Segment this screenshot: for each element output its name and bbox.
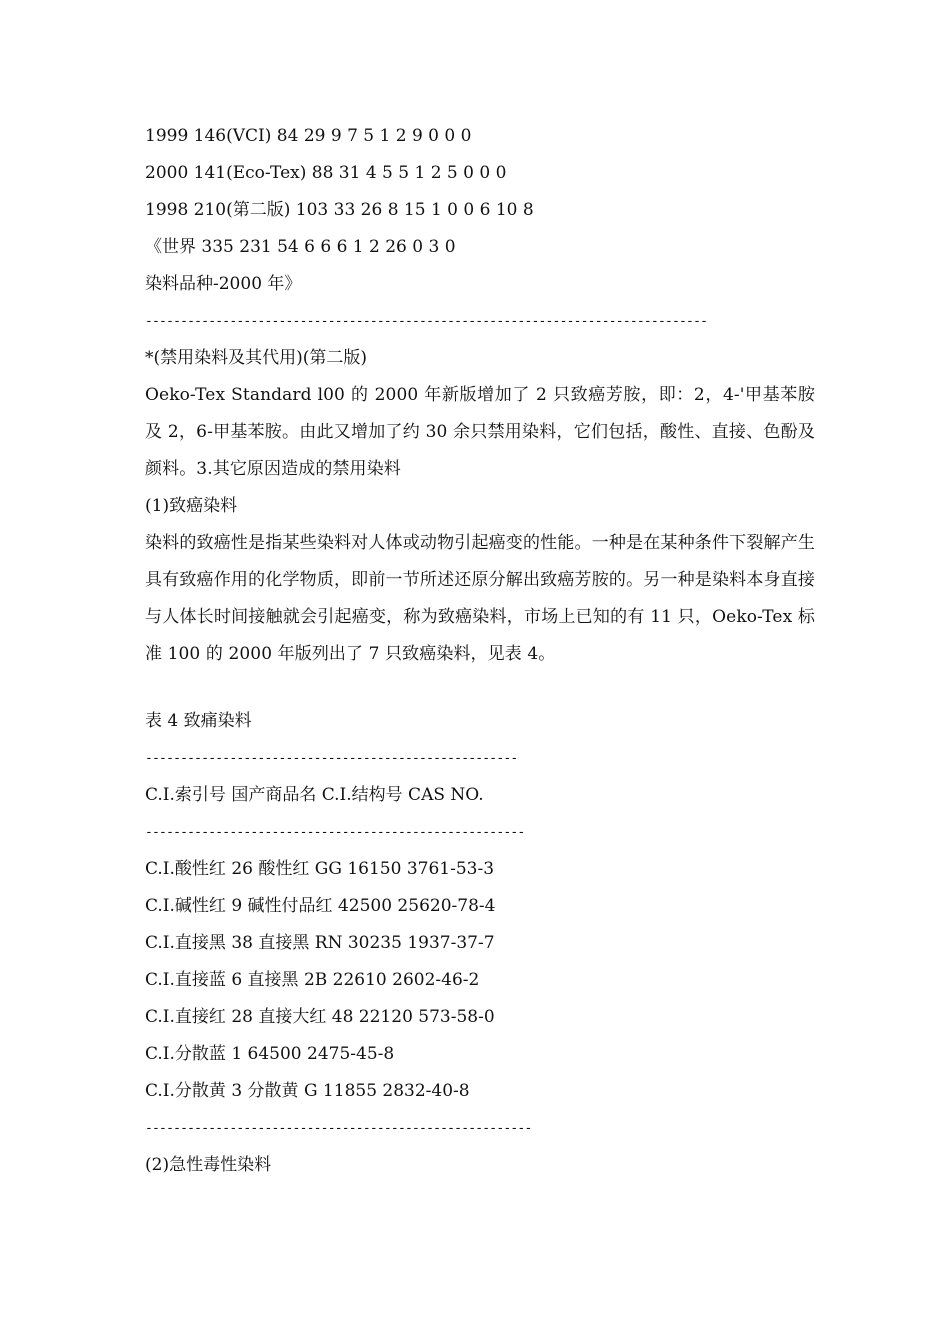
data-line: 2000 141(Eco-Tex) 88 31 4 5 5 1 2 5 0 0 0 bbox=[145, 163, 507, 183]
table-rule-mid: ------------------------------------------------------ bbox=[145, 825, 525, 840]
data-line: 《世界 335 231 54 6 6 6 1 2 26 0 3 0 bbox=[145, 237, 456, 257]
table-row: C.I.分散黄 3 分散黄 G 11855 2832-40-8 bbox=[145, 1081, 470, 1101]
paragraph: Oeko-Tex Standard l00 的 2000 年新版增加了 2 只致癌芳胺，即：2，4-'甲基苯胺及 2，6-甲基苯胺。由此又增加了约 30 余只禁用染料，它们包括，酸性、直接、色酚及颜料。3.其它原因造成的禁用染料 bbox=[145, 385, 815, 479]
data-line: 染料品种-2000 年》 bbox=[145, 274, 302, 294]
data-line: 1998 210(第二版) 103 33 26 8 15 1 0 0 6 10 8 bbox=[145, 200, 534, 220]
table-row: C.I.直接黑 38 直接黑 RN 30235 1937-37-7 bbox=[145, 933, 495, 953]
separator-rule: -------------------------------------------------------------------------------- bbox=[145, 314, 708, 329]
document-page bbox=[145, 118, 815, 1184]
table-rule-bottom: ------------------------------------------------------- bbox=[145, 1121, 532, 1136]
table-row: C.I.碱性红 9 碱性付品红 42500 25620-78-4 bbox=[145, 896, 496, 916]
table-row: C.I.直接红 28 直接大红 48 22120 573-58-0 bbox=[145, 1007, 495, 1027]
data-line: 1999 146(VCI) 84 29 9 7 5 1 2 9 0 0 0 bbox=[145, 126, 472, 146]
spacer bbox=[145, 673, 815, 703]
table-row: C.I.酸性红 26 酸性红 GG 16150 3761-53-3 bbox=[145, 859, 495, 879]
table-header: C.I.索引号 国产商品名 C.I.结构号 CAS NO. bbox=[145, 785, 484, 805]
paragraph: 染料的致癌性是指某些染料对人体或动物引起癌变的性能。一种是在某种条件下裂解产生具有致癌作用的化学物质，即前一节所述还原分解出致癌芳胺的。另一种是染料本身直接与人体长时间接触就会引起癌变，称为致癌染料，市场上已知的有 11 只，Oeko-Tex 标准 100 的 2000 年版列出了 7 只致癌染料，见表 4。 bbox=[145, 533, 815, 664]
table-row: C.I.直接蓝 6 直接黑 2B 22610 2602-46-2 bbox=[145, 970, 480, 990]
section-heading: (1)致癌染料 bbox=[145, 496, 238, 516]
table-title: 表 4 致痛染料 bbox=[145, 711, 252, 731]
table-row: C.I.分散蓝 1 64500 2475-45-8 bbox=[145, 1044, 395, 1064]
note-line: *(禁用染料及其代用)(第二版) bbox=[145, 348, 368, 368]
section-heading: (2)急性毒性染料 bbox=[145, 1155, 272, 1175]
table-rule-top: ----------------------------------------------------- bbox=[145, 751, 518, 766]
